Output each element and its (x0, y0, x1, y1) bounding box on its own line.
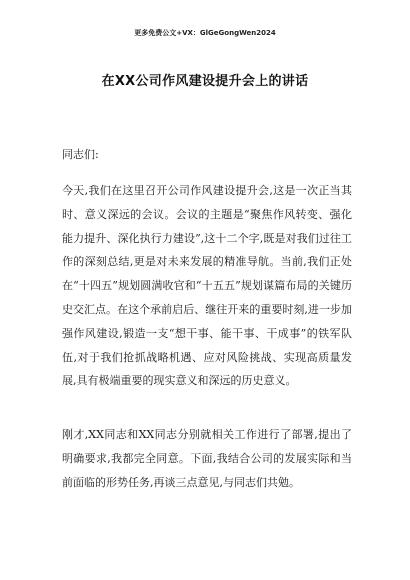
salutation: 同志们: (62, 148, 99, 161)
document-title: 在XX公司作风建设提升会上的讲话 (101, 74, 309, 89)
header-note: 更多免费公文+VX：GlGeGongWen2024 (134, 29, 276, 37)
paragraph-second: 刚才,XX同志和XX同志分别就相关工作进行了部署,提出了明确要求,我都完全同意。下面,我结合公司的发展实际和当前面临的形势任务,再谈三点意见,与同志们共勉。 (62, 428, 352, 489)
paragraph-opening: 今天,我们在这里召开公司作风建设提升会,这是一次正当其时、意义深远的会议。会议的主题是“聚焦作风转变、强化能力提升、深化执行力建设”,这十二个字,既是对我们过往工作的深刻总结,更是对未来发展的精准导航。当前,我们正处在“十四五”规划圆满收官和“十五五”规划谋篇布局的关键历史交汇点。在这个承前启后、继往开来的重要时刻,进一步加强作风建设,锻造一支“想干事、能干事、干成事”的铁军队伍,对于我们抢抓战略机遇、应对风险挑战、实现高质量发展,具有极端重要的现实意义和深远的历史意义。 (62, 184, 352, 388)
